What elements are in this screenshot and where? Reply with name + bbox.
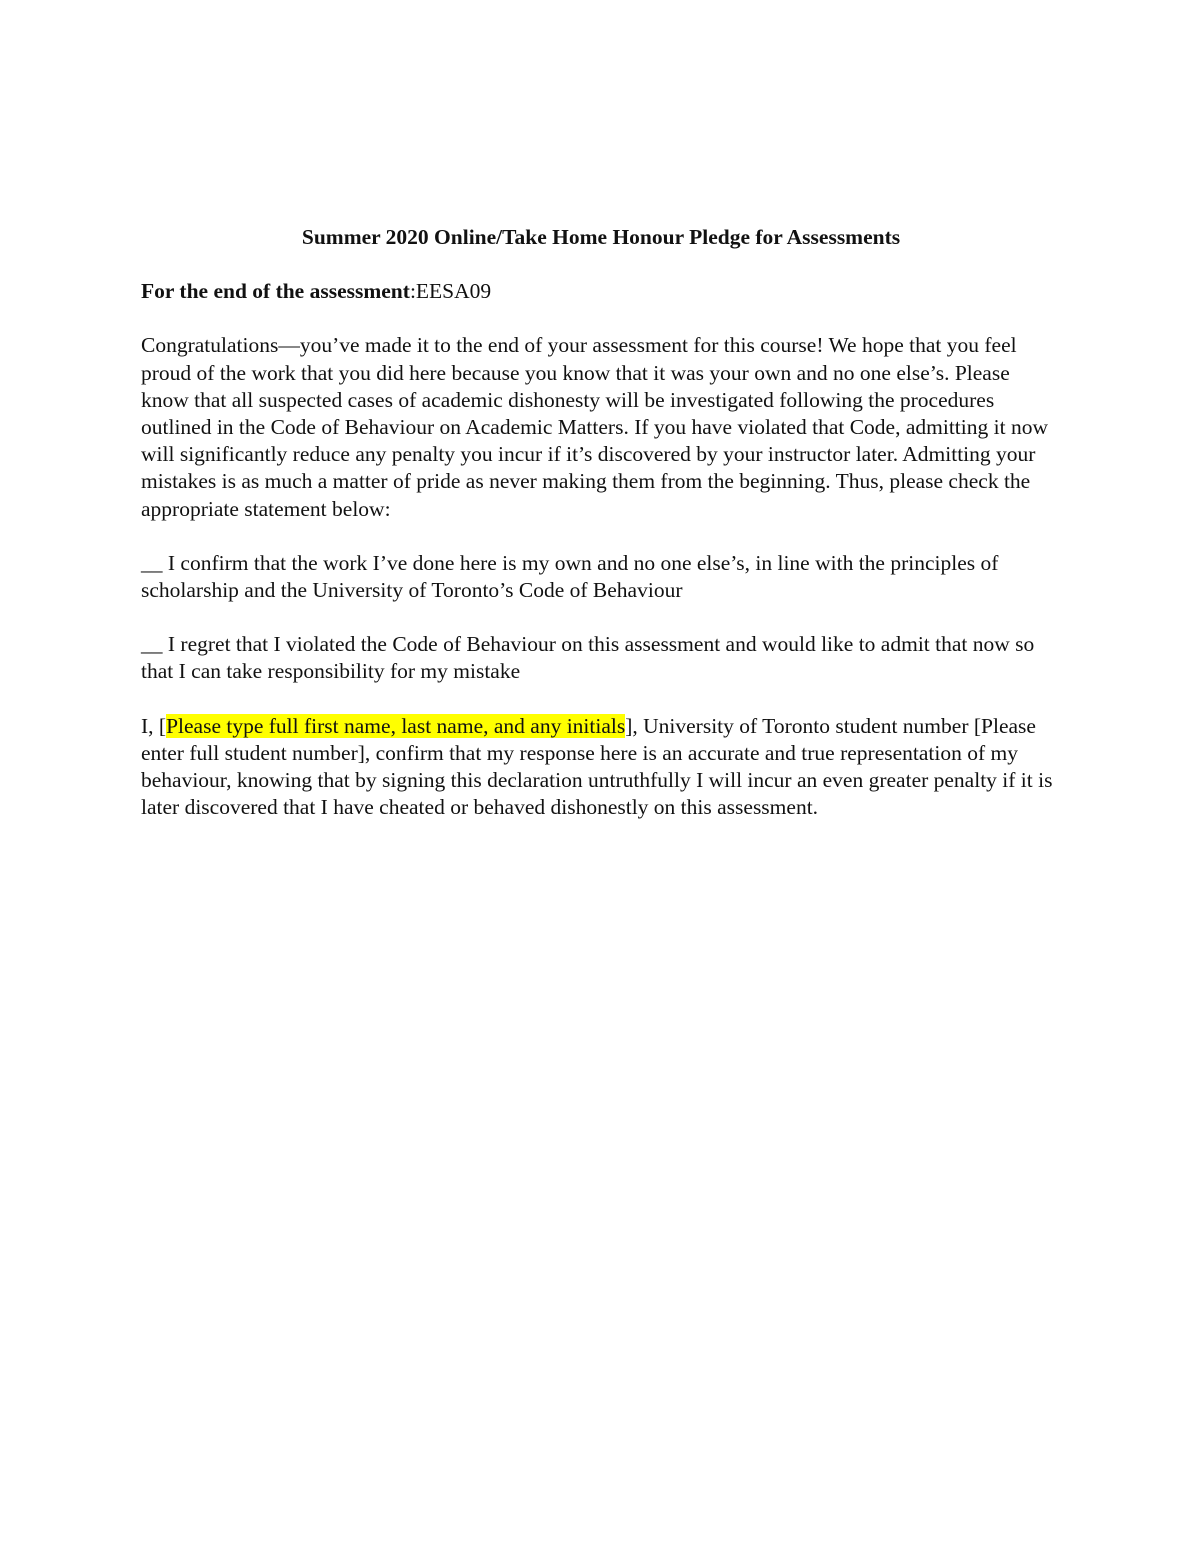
assessment-subhead [141, 278, 1061, 305]
intro-paragraph: Congratulations—you’ve made it to the end of your assessment for this course! We hope that you feel proud of the work that you did here because you know that it was your own and no one else’s. Please know that all suspected cases of academic dishonesty will be investigated following the procedures outlined in the Code of Behaviour on Academic Matters. If you have violated that Code, admitting it now will significantly reduce any penalty you incur if it’s discovered by your instructor later. Admitting your mistakes is as much a matter of pride as never making them from the beginning. Thus, please check the appropriate statement below: [141, 333, 1048, 521]
subhead-label: For the end of the assessment [141, 279, 410, 304]
statement-regret[interactable]: __ I regret that I violated the Code of Behaviour on this assessment and would like to admit that now so that I can take responsibility for my mistake [141, 632, 1035, 684]
course-code: :EESA09 [409, 279, 492, 304]
document-title: Summer 2020 Online/Take Home Honour Pledge for Assessments [301, 225, 901, 249]
name-placeholder-field[interactable]: Please type full first name, last name, and any initials [166, 713, 626, 738]
statement-confirm[interactable]: __ I confirm that the work I’ve done here is my own and no one else’s, in line with the principles of scholarship and the University of Toronto’s Code of Behaviour [141, 550, 999, 603]
declaration-paragraph [141, 713, 1061, 822]
declaration-prefix: I, [ [141, 713, 167, 738]
document-page [141, 224, 1061, 848]
declaration-suffix: ], University of Toronto student number [Please enter full student number], confirm that my response here is an accurate and true representation of my behaviour, knowing that by signing this declaration untruthfully I will incur an even greater penalty if it is later discovered that I have cheated or behaved dishonestly on this assessment. [141, 713, 1053, 820]
